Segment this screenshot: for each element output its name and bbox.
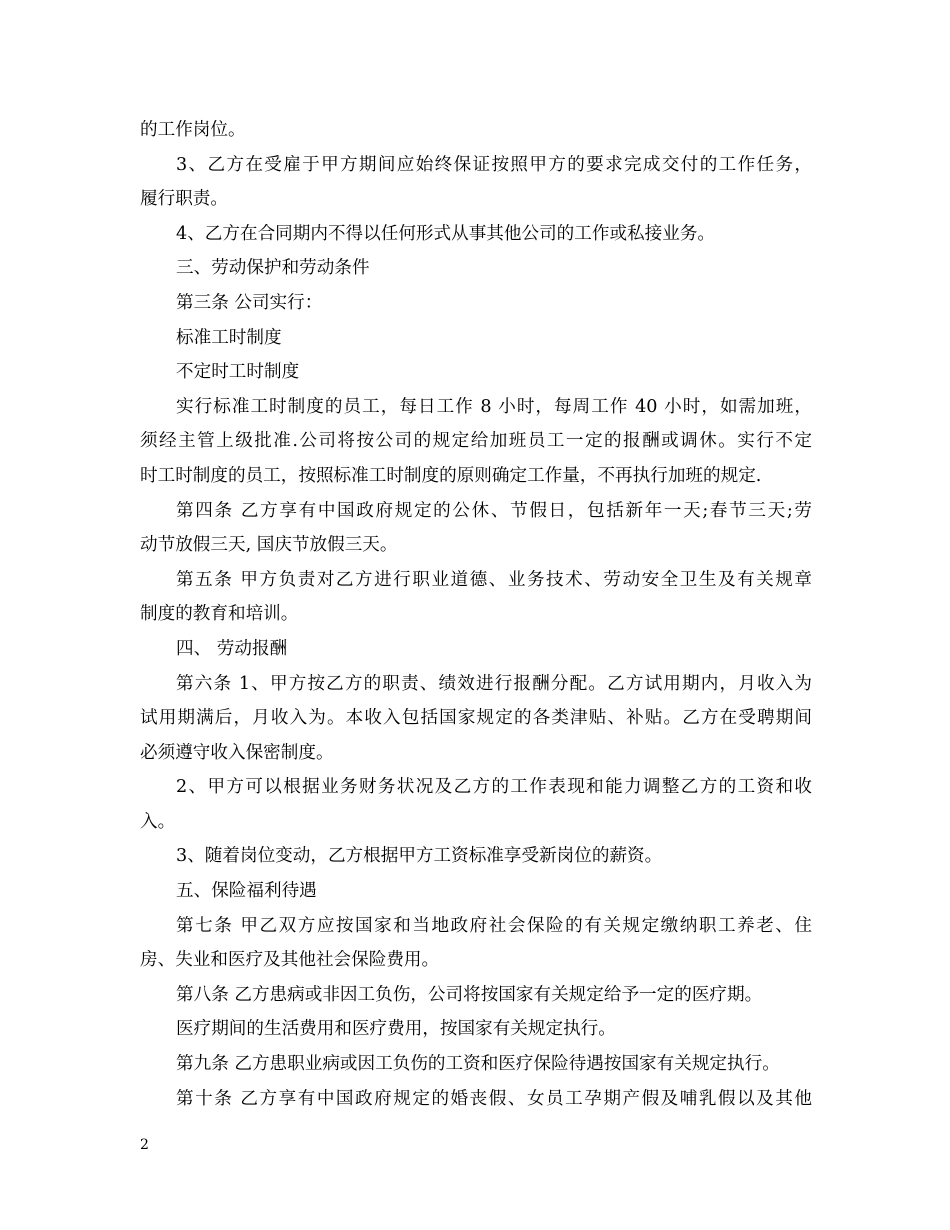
text-line: 医疗期间的生活费用和医疗费用，按国家有关规定执行。 — [176, 1019, 616, 1040]
text-line: 第三条 公司实行： — [176, 292, 323, 313]
text-line: 的工作岗位。 — [140, 120, 246, 140]
text-line: 制度的教育和培训。 — [140, 604, 299, 625]
text-line: 第十条 乙方享有中国政府规定的婚丧假、女员工孕期产假及哺乳假以及其他 — [176, 1088, 812, 1109]
text-line: 第六条 1、甲方按乙方的职责、绩效进行报酬分配。乙方试用期内，月收入为 — [176, 673, 812, 694]
text-line: 时工时制度的员工，按照标准工时制度的原则确定工作量，不再执行加班的规定. — [140, 465, 762, 486]
text-line: 四、 劳动报酬 — [176, 638, 288, 659]
text-line: 三、劳动保护和劳动条件 — [176, 258, 370, 279]
text-line: 试用期满后，月收入为。本收入包括国家规定的各类津贴、补贴。乙方在受聘期间 — [140, 708, 812, 729]
text-line: 第九条 乙方患职业病或因工负伤的工资和医疗保险待遇按国家有关规定执行。 — [176, 1054, 780, 1075]
text-line: 不定时工时制度 — [176, 362, 300, 383]
text-line: 五、保险福利待遇 — [176, 881, 317, 902]
text-line: 3、随着岗位变动，乙方根据甲方工资标准享受新岗位的薪资。 — [176, 846, 663, 867]
text-line: 标准工时制度 — [176, 327, 282, 348]
text-line: 4、乙方在合同期内不得以任何形式从事其他公司的工作或私接业务。 — [176, 223, 716, 244]
text-line: 须经主管上级批准.公司将按公司的规定给加班员工一定的报酬或调休。实行不定 — [140, 431, 812, 452]
text-line: 动节放假三天, 国庆节放假三天。 — [140, 535, 398, 556]
text-line: 第七条 甲乙双方应按国家和当地政府社会保险的有关规定缴纳职工养老、住 — [176, 915, 812, 936]
document-body — [140, 113, 812, 1116]
text-line: 实行标准工时制度的员工，每日工作 8 小时，每周工作 40 小时，如需加班， — [176, 396, 812, 417]
text-line: 房、失业和医疗及其他社会保险费用。 — [140, 950, 440, 971]
text-line: 第四条 乙方享有中国政府规定的公休、节假日，包括新年一天;春节三天;劳 — [176, 500, 812, 521]
text-line: 第八条 乙方患病或非因工负伤，公司将按国家有关规定给予一定的医疗期。 — [176, 984, 763, 1005]
text-line: 入。 — [140, 811, 176, 832]
text-line: 必须遵守收入保密制度。 — [140, 742, 334, 763]
text-line: 第五条 甲方负责对乙方进行职业道德、业务技术、劳动安全卫生及有关规章 — [176, 569, 812, 590]
page-number: 2 — [140, 1137, 149, 1153]
text-line: 3、乙方在受雇于甲方期间应始终保证按照甲方的要求完成交付的工作任务， — [176, 154, 812, 175]
text-line: 2、甲方可以根据业务财务状况及乙方的工作表现和能力调整乙方的工资和收 — [176, 777, 812, 798]
text-line: 履行职责。 — [140, 189, 228, 210]
